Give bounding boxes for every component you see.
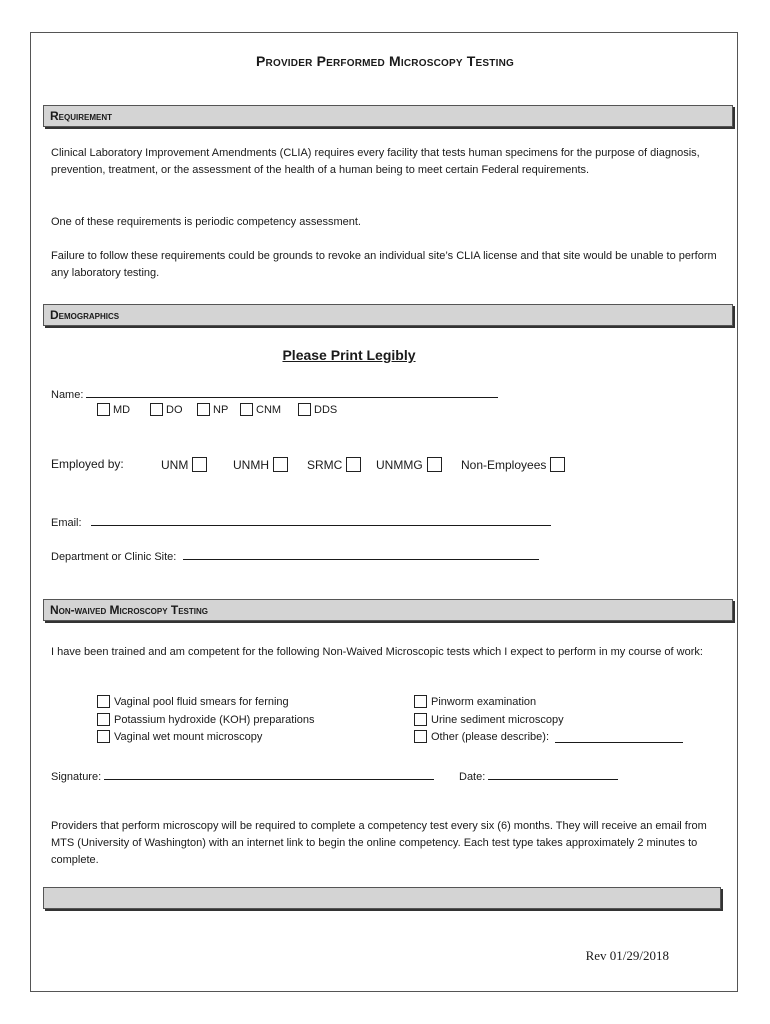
signature-line[interactable] <box>104 767 434 780</box>
test-vaginal-pool[interactable] <box>97 695 289 708</box>
dds-label: DDS <box>314 403 338 416</box>
np-label: NP <box>213 403 229 416</box>
name-field[interactable] <box>51 385 498 401</box>
unmh-checkbox[interactable] <box>273 457 288 472</box>
date-field[interactable] <box>459 767 618 783</box>
test-urine-sediment[interactable] <box>414 713 564 726</box>
department-label: Department or Clinic Site: <box>51 551 177 563</box>
do-checkbox[interactable] <box>150 403 163 416</box>
employer-unm[interactable] <box>161 457 207 472</box>
test-label: Vaginal pool fluid smears for ferning <box>114 695 289 708</box>
requirement-header: Requirement <box>43 105 733 127</box>
department-field[interactable] <box>51 547 539 563</box>
unm-label: UNM <box>161 457 189 472</box>
test-wet-mount[interactable] <box>97 730 262 743</box>
email-line[interactable] <box>91 513 551 526</box>
test-pinworm[interactable] <box>414 695 536 708</box>
test-checkbox[interactable] <box>414 713 427 726</box>
requirement-para-3: Failure to follow these requirements could be grounds to revoke an individual site’s CLIA license and that site would be unable to perform any laboratory testing. <box>51 250 717 279</box>
credential-np[interactable] <box>197 403 228 416</box>
test-label: Potassium hydroxide (KOH) preparations <box>114 713 315 726</box>
srmc-checkbox[interactable] <box>346 457 361 472</box>
signature-label: Signature: <box>51 771 102 783</box>
page-title: Provider Performed Microscopy Testing <box>256 53 514 69</box>
test-checkbox[interactable] <box>97 695 110 708</box>
non-employees-label: Non-Employees <box>461 457 547 472</box>
demographics-header: Demographics <box>43 304 733 326</box>
test-checkbox[interactable] <box>97 713 110 726</box>
employer-unmmg[interactable] <box>376 457 442 472</box>
email-field[interactable] <box>51 513 551 529</box>
credential-do[interactable] <box>150 403 183 416</box>
test-checkbox[interactable] <box>97 730 110 743</box>
test-label: Other (please describe): <box>431 730 549 743</box>
date-line[interactable] <box>488 767 618 780</box>
test-checkbox[interactable] <box>414 730 427 743</box>
name-label: Name: <box>51 389 84 401</box>
employer-unmh[interactable] <box>233 457 288 472</box>
competency-note: Providers that perform microscopy will be required to complete a competency test every six (6) months. They will receive an email from MTS (University of Washington) with an internet link to begin the online competency. Each test type takes approximately 2 minutes to complete. <box>51 820 707 866</box>
requirement-para-2: One of these requirements is periodic competency assessment. <box>51 216 361 228</box>
revision-date: Rev 01/29/2018 <box>585 948 669 963</box>
dds-checkbox[interactable] <box>298 403 311 416</box>
employer-srmc[interactable] <box>307 457 361 472</box>
credential-cnm[interactable] <box>240 403 281 416</box>
cnm-checkbox[interactable] <box>240 403 253 416</box>
name-line[interactable] <box>86 385 498 398</box>
credential-md[interactable] <box>97 403 130 416</box>
cnm-label: CNM <box>256 403 282 416</box>
test-other[interactable] <box>414 730 683 743</box>
unm-checkbox[interactable] <box>192 457 207 472</box>
department-line[interactable] <box>183 547 539 560</box>
test-koh[interactable] <box>97 713 315 726</box>
md-checkbox[interactable] <box>97 403 110 416</box>
unmmg-label: UNMMG <box>376 457 423 472</box>
do-label: DO <box>166 403 183 416</box>
test-label: Urine sediment microscopy <box>431 713 564 726</box>
signature-field[interactable] <box>51 767 434 783</box>
srmc-label: SRMC <box>307 457 343 472</box>
employed-by-label: Employed by: <box>51 457 124 471</box>
test-label: Pinworm examination <box>431 695 537 708</box>
np-checkbox[interactable] <box>197 403 210 416</box>
other-describe-line[interactable] <box>555 730 683 743</box>
print-legibly-note: Please Print Legibly <box>282 347 416 363</box>
md-label: MD <box>113 403 131 416</box>
test-checkbox[interactable] <box>414 695 427 708</box>
unmmg-checkbox[interactable] <box>427 457 442 472</box>
employer-non-employees[interactable] <box>461 457 565 472</box>
date-label: Date: <box>459 771 486 783</box>
nonwaived-intro: I have been trained and am competent for the following Non-Waived Microscopic tests which I expect to perform in my course of work: <box>51 646 703 658</box>
non-employees-checkbox[interactable] <box>550 457 565 472</box>
unmh-label: UNMH <box>233 457 269 472</box>
form-page <box>30 32 738 992</box>
email-label: Email: <box>51 517 82 529</box>
nonwaived-header: Non-waived Microscopy Testing <box>43 599 733 621</box>
requirement-para-1: Clinical Laboratory Improvement Amendments (CLIA) requires every facility that tests human specimens for the purpose of diagnosis, prevention, treatment, or the assessment of the health of a human being to meet certain Federal requirements. <box>51 147 700 176</box>
footer-bar <box>43 887 721 909</box>
credential-dds[interactable] <box>298 403 337 416</box>
test-label: Vaginal wet mount microscopy <box>114 730 263 743</box>
